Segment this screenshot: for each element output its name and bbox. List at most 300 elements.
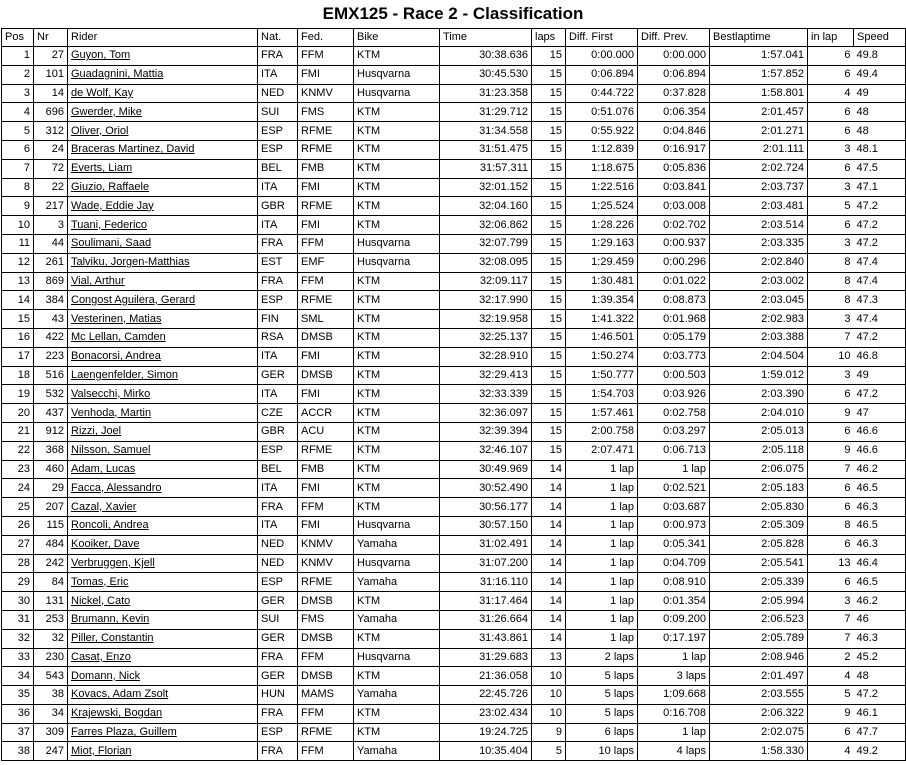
- cell-in-lap: 3: [808, 310, 854, 329]
- cell-nat: ITA: [258, 479, 298, 498]
- rider-link[interactable]: Domann, Nick: [71, 669, 141, 682]
- rider-link[interactable]: Congost Aguilera, Gerard: [71, 293, 196, 306]
- cell-fed: FMI: [298, 479, 354, 498]
- cell-bike: KTM: [354, 723, 440, 742]
- cell-pos: 10: [2, 216, 34, 235]
- cell-nat: RSA: [258, 328, 298, 347]
- cell-rider: [68, 272, 258, 291]
- cell-laps: 14: [532, 554, 566, 573]
- cell-in-lap: 8: [808, 516, 854, 535]
- cell-laps: 15: [532, 65, 566, 84]
- rider-link[interactable]: Kovacs, Adam Zsolt: [71, 688, 169, 701]
- rider-link[interactable]: Cazal, Xavier: [71, 500, 137, 513]
- cell-nr: 422: [34, 328, 68, 347]
- cell-nat: ITA: [258, 178, 298, 197]
- cell-in-lap: 3: [808, 592, 854, 611]
- cell-pos: 13: [2, 272, 34, 291]
- table-row: [2, 648, 906, 667]
- cell-diff-first: 1:25.524: [566, 197, 638, 216]
- cell-nat: FRA: [258, 272, 298, 291]
- cell-diff-first: 5 laps: [566, 686, 638, 705]
- cell-speed: 47.2: [854, 197, 906, 216]
- cell-bike: KTM: [354, 272, 440, 291]
- cell-in-lap: 6: [808, 723, 854, 742]
- cell-diff-first: 0:51.076: [566, 103, 638, 122]
- cell-time: 30:57.150: [440, 516, 532, 535]
- cell-bike: KTM: [354, 404, 440, 423]
- cell-bestlaptime: 2:03.390: [710, 385, 808, 404]
- cell-bestlaptime: 1:57.041: [710, 47, 808, 66]
- cell-diff-prev: 1 lap: [638, 460, 710, 479]
- table-row: [2, 197, 906, 216]
- cell-nr: 261: [34, 253, 68, 272]
- rider-link[interactable]: Guadagnini, Mattia: [71, 68, 164, 81]
- cell-diff-prev: 0:02.758: [638, 404, 710, 423]
- cell-diff-prev: 4 laps: [638, 742, 710, 761]
- cell-pos: 7: [2, 159, 34, 178]
- cell-rider: [68, 704, 258, 723]
- cell-diff-first: 1:41.322: [566, 310, 638, 329]
- table-row: [2, 422, 906, 441]
- cell-speed: 48: [854, 667, 906, 686]
- cell-diff-first: 1:28.226: [566, 216, 638, 235]
- cell-diff-first: 1:57.461: [566, 404, 638, 423]
- cell-nat: ITA: [258, 347, 298, 366]
- cell-in-lap: 6: [808, 535, 854, 554]
- cell-diff-first: 1:39.354: [566, 291, 638, 310]
- cell-laps: 15: [532, 197, 566, 216]
- cell-bestlaptime: 2:03.481: [710, 197, 808, 216]
- rider-link[interactable]: Vial, Arthur: [71, 274, 125, 287]
- table-row: [2, 84, 906, 103]
- cell-in-lap: 3: [808, 140, 854, 159]
- cell-speed: 46.6: [854, 422, 906, 441]
- cell-bestlaptime: 2:06.075: [710, 460, 808, 479]
- cell-diff-prev: 0:01.968: [638, 310, 710, 329]
- cell-laps: 15: [532, 404, 566, 423]
- rider-link[interactable]: Facca, Alessandro: [71, 481, 162, 494]
- cell-rider: [68, 686, 258, 705]
- cell-pos: 31: [2, 610, 34, 629]
- cell-diff-first: 1:50.274: [566, 347, 638, 366]
- cell-laps: 15: [532, 84, 566, 103]
- cell-nat: GER: [258, 592, 298, 611]
- rider-link[interactable]: Adam, Lucas: [71, 462, 136, 475]
- cell-nr: 437: [34, 404, 68, 423]
- cell-fed: RFME: [298, 140, 354, 159]
- cell-speed: 46.2: [854, 460, 906, 479]
- cell-diff-first: 1:22.516: [566, 178, 638, 197]
- cell-diff-first: 2:00.758: [566, 422, 638, 441]
- cell-laps: 9: [532, 723, 566, 742]
- cell-diff-first: 5 laps: [566, 704, 638, 723]
- cell-time: 31:23.358: [440, 84, 532, 103]
- cell-fed: FFM: [298, 498, 354, 517]
- table-row: [2, 479, 906, 498]
- cell-bestlaptime: 2:06.523: [710, 610, 808, 629]
- rider-link[interactable]: Brumann, Kevin: [71, 613, 150, 626]
- cell-nat: ESP: [258, 291, 298, 310]
- rider-link[interactable]: Farres Plaza, Guillem: [71, 726, 177, 739]
- cell-bestlaptime: 2:03.045: [710, 291, 808, 310]
- cell-laps: 15: [532, 122, 566, 141]
- rider-link[interactable]: Braceras Martinez, David: [71, 143, 195, 156]
- cell-nr: 24: [34, 140, 68, 159]
- cell-nat: FRA: [258, 704, 298, 723]
- rider-link[interactable]: Venhoda, Martin: [71, 406, 152, 419]
- cell-rider: [68, 253, 258, 272]
- rider-link[interactable]: Krajewski, Bogdan: [71, 707, 163, 720]
- cell-bestlaptime: 1:58.801: [710, 84, 808, 103]
- cell-bike: KTM: [354, 328, 440, 347]
- cell-nat: FIN: [258, 310, 298, 329]
- page-title: EMX125 - Race 2 - Classification: [322, 4, 584, 23]
- cell-rider: [68, 723, 258, 742]
- col-header-pos: Pos: [2, 29, 34, 47]
- table-row: [2, 610, 906, 629]
- cell-pos: 32: [2, 629, 34, 648]
- cell-pos: 9: [2, 197, 34, 216]
- cell-diff-first: 1 lap: [566, 573, 638, 592]
- cell-diff-first: 1:50.777: [566, 366, 638, 385]
- cell-diff-prev: 0:04.846: [638, 122, 710, 141]
- cell-diff-prev: 0:17.197: [638, 629, 710, 648]
- cell-time: 31:51.475: [440, 140, 532, 159]
- cell-bike: KTM: [354, 291, 440, 310]
- rider-link[interactable]: Tomas, Eric: [71, 575, 129, 588]
- cell-bike: KTM: [354, 385, 440, 404]
- cell-pos: 37: [2, 723, 34, 742]
- cell-speed: 47.4: [854, 272, 906, 291]
- cell-bestlaptime: 2:03.388: [710, 328, 808, 347]
- cell-fed: FMB: [298, 460, 354, 479]
- rider-link[interactable]: Guyon, Tom: [71, 49, 131, 62]
- cell-bestlaptime: 2:02.840: [710, 253, 808, 272]
- cell-laps: 14: [532, 535, 566, 554]
- cell-bike: KTM: [354, 592, 440, 611]
- cell-pos: 36: [2, 704, 34, 723]
- cell-nr: 34: [34, 704, 68, 723]
- cell-laps: 15: [532, 328, 566, 347]
- cell-bike: KTM: [354, 103, 440, 122]
- cell-pos: 28: [2, 554, 34, 573]
- cell-nr: 384: [34, 291, 68, 310]
- cell-rider: [68, 554, 258, 573]
- classification-table: [1, 28, 906, 761]
- table-row: [2, 742, 906, 761]
- rider-link[interactable]: Mc Lellan, Camden: [71, 331, 166, 344]
- cell-fed: FFM: [298, 742, 354, 761]
- cell-time: 31:07.200: [440, 554, 532, 573]
- cell-diff-prev: 0:05.341: [638, 535, 710, 554]
- cell-fed: FMI: [298, 65, 354, 84]
- rider-link[interactable]: Vesterinen, Matias: [71, 312, 162, 325]
- cell-time: 32:36.097: [440, 404, 532, 423]
- cell-diff-prev: 0:00.296: [638, 253, 710, 272]
- rider-link[interactable]: Soulimani, Saad: [71, 237, 152, 250]
- cell-laps: 15: [532, 291, 566, 310]
- cell-speed: 46.5: [854, 516, 906, 535]
- cell-pos: 14: [2, 291, 34, 310]
- cell-diff-prev: 0:00.503: [638, 366, 710, 385]
- cell-time: 10:35.404: [440, 742, 532, 761]
- cell-in-lap: 6: [808, 479, 854, 498]
- rider-link[interactable]: Gwerder, Mike: [71, 105, 142, 118]
- cell-diff-first: 1:30.481: [566, 272, 638, 291]
- rider-link[interactable]: Roncoli, Andrea: [71, 519, 149, 532]
- col-header-in-lap: in lap: [808, 29, 854, 47]
- cell-pos: 25: [2, 498, 34, 517]
- cell-fed: KNMV: [298, 535, 354, 554]
- cell-time: 31:43.861: [440, 629, 532, 648]
- cell-nr: 131: [34, 592, 68, 611]
- cell-time: 31:16.110: [440, 573, 532, 592]
- cell-nr: 253: [34, 610, 68, 629]
- cell-nr: 312: [34, 122, 68, 141]
- rider-link[interactable]: Tuani, Federico: [71, 218, 148, 231]
- cell-nat: ITA: [258, 516, 298, 535]
- cell-pos: 8: [2, 178, 34, 197]
- cell-diff-prev: 0:09.200: [638, 610, 710, 629]
- cell-pos: 27: [2, 535, 34, 554]
- cell-rider: [68, 629, 258, 648]
- cell-diff-prev: 0:03.841: [638, 178, 710, 197]
- cell-nr: 247: [34, 742, 68, 761]
- cell-in-lap: 8: [808, 291, 854, 310]
- cell-laps: 15: [532, 178, 566, 197]
- rider-link[interactable]: Rizzi, Joel: [71, 425, 122, 438]
- cell-laps: 5: [532, 742, 566, 761]
- cell-laps: 10: [532, 704, 566, 723]
- cell-bike: KTM: [354, 140, 440, 159]
- cell-bestlaptime: 2:06.322: [710, 704, 808, 723]
- rider-link[interactable]: Everts, Liam: [71, 162, 133, 175]
- rider-link[interactable]: Casat, Enzo: [71, 650, 131, 663]
- cell-nr: 22: [34, 178, 68, 197]
- cell-nat: ESP: [258, 573, 298, 592]
- cell-time: 31:29.683: [440, 648, 532, 667]
- cell-diff-first: 10 laps: [566, 742, 638, 761]
- cell-pos: 2: [2, 65, 34, 84]
- cell-nat: ESP: [258, 723, 298, 742]
- cell-nr: 32: [34, 629, 68, 648]
- cell-pos: 20: [2, 404, 34, 423]
- rider-link[interactable]: Talviku, Jorgen-Matthias: [71, 256, 190, 269]
- table-row: [2, 65, 906, 84]
- cell-time: 32:06.862: [440, 216, 532, 235]
- cell-bestlaptime: 2:01.111: [710, 140, 808, 159]
- cell-bike: KTM: [354, 216, 440, 235]
- cell-diff-prev: 0:37.828: [638, 84, 710, 103]
- cell-bike: KTM: [354, 197, 440, 216]
- cell-nr: 84: [34, 573, 68, 592]
- cell-laps: 15: [532, 422, 566, 441]
- cell-rider: [68, 310, 258, 329]
- cell-in-lap: 7: [808, 460, 854, 479]
- cell-nr: 27: [34, 47, 68, 66]
- cell-bike: KTM: [354, 122, 440, 141]
- cell-fed: EMF: [298, 253, 354, 272]
- cell-in-lap: 6: [808, 573, 854, 592]
- table-row: [2, 103, 906, 122]
- cell-time: 30:56.177: [440, 498, 532, 517]
- table-row: [2, 159, 906, 178]
- cell-in-lap: 7: [808, 610, 854, 629]
- table-row: [2, 535, 906, 554]
- cell-laps: 14: [532, 498, 566, 517]
- cell-diff-prev: 0:01.354: [638, 592, 710, 611]
- col-header-bestlaptime: Bestlaptime: [710, 29, 808, 47]
- cell-nr: 460: [34, 460, 68, 479]
- cell-bike: KTM: [354, 47, 440, 66]
- cell-time: 32:39.394: [440, 422, 532, 441]
- rider-link[interactable]: Nilsson, Samuel: [71, 444, 151, 457]
- cell-bestlaptime: 2:05.789: [710, 629, 808, 648]
- cell-nat: GER: [258, 366, 298, 385]
- cell-bestlaptime: 2:01.457: [710, 103, 808, 122]
- cell-nat: FRA: [258, 648, 298, 667]
- rider-link[interactable]: de Wolf, Kay: [71, 86, 134, 99]
- cell-rider: [68, 140, 258, 159]
- cell-bestlaptime: 2:02.075: [710, 723, 808, 742]
- cell-bike: Husqvarna: [354, 516, 440, 535]
- cell-bike: KTM: [354, 159, 440, 178]
- cell-pos: 26: [2, 516, 34, 535]
- cell-bestlaptime: 2:04.504: [710, 347, 808, 366]
- cell-speed: 46.8: [854, 347, 906, 366]
- cell-nat: GER: [258, 667, 298, 686]
- cell-in-lap: 3: [808, 178, 854, 197]
- cell-time: 32:28.910: [440, 347, 532, 366]
- table-row: [2, 592, 906, 611]
- cell-fed: DMSB: [298, 366, 354, 385]
- cell-nr: 72: [34, 159, 68, 178]
- table-row: [2, 441, 906, 460]
- rider-link[interactable]: Oliver, Oriol: [71, 124, 129, 137]
- cell-speed: 47.2: [854, 385, 906, 404]
- table-row: [2, 272, 906, 291]
- cell-nr: 44: [34, 234, 68, 253]
- cell-fed: KNMV: [298, 84, 354, 103]
- cell-pos: 38: [2, 742, 34, 761]
- table-row: [2, 686, 906, 705]
- rider-link[interactable]: Nickel, Cato: [71, 594, 131, 607]
- rider-link[interactable]: Miot, Florian: [71, 744, 132, 757]
- cell-pos: 30: [2, 592, 34, 611]
- cell-time: 32:25.137: [440, 328, 532, 347]
- cell-nat: HUN: [258, 686, 298, 705]
- rider-link[interactable]: Kooiker, Dave: [71, 538, 140, 551]
- cell-rider: [68, 178, 258, 197]
- cell-nr: 869: [34, 272, 68, 291]
- cell-fed: RFME: [298, 122, 354, 141]
- cell-nr: 223: [34, 347, 68, 366]
- table-row: [2, 516, 906, 535]
- cell-diff-first: 1 lap: [566, 498, 638, 517]
- cell-speed: 46: [854, 610, 906, 629]
- rider-link[interactable]: Verbruggen, Kjell: [71, 556, 155, 569]
- cell-in-lap: 7: [808, 629, 854, 648]
- cell-pos: 35: [2, 686, 34, 705]
- cell-bestlaptime: 2:03.514: [710, 216, 808, 235]
- cell-laps: 14: [532, 629, 566, 648]
- cell-speed: 47.5: [854, 159, 906, 178]
- cell-rider: [68, 441, 258, 460]
- cell-bike: KTM: [354, 460, 440, 479]
- cell-nat: ITA: [258, 65, 298, 84]
- cell-time: 21:36.058: [440, 667, 532, 686]
- cell-speed: 49.4: [854, 65, 906, 84]
- cell-nr: 115: [34, 516, 68, 535]
- cell-bestlaptime: 2:03.335: [710, 234, 808, 253]
- cell-in-lap: 5: [808, 197, 854, 216]
- cell-in-lap: 9: [808, 704, 854, 723]
- cell-diff-first: 1 lap: [566, 554, 638, 573]
- cell-bestlaptime: 2:05.994: [710, 592, 808, 611]
- rider-link[interactable]: Wade, Eddie Jay: [71, 199, 154, 212]
- cell-speed: 46.5: [854, 479, 906, 498]
- cell-fed: FMS: [298, 103, 354, 122]
- cell-diff-first: 1:29.459: [566, 253, 638, 272]
- rider-link[interactable]: Giuzio, Raffaele: [71, 180, 150, 193]
- cell-bike: KTM: [354, 479, 440, 498]
- table-row: [2, 723, 906, 742]
- cell-fed: RFME: [298, 723, 354, 742]
- cell-rider: [68, 404, 258, 423]
- table-row: [2, 498, 906, 517]
- cell-diff-first: 0:00.000: [566, 47, 638, 66]
- cell-time: 32:17.990: [440, 291, 532, 310]
- rider-link[interactable]: Bonacorsi, Andrea: [71, 350, 161, 363]
- cell-fed: FFM: [298, 704, 354, 723]
- rider-link[interactable]: Valsecchi, Mirko: [71, 387, 151, 400]
- cell-speed: 48.1: [854, 140, 906, 159]
- cell-fed: DMSB: [298, 592, 354, 611]
- cell-speed: 46.4: [854, 554, 906, 573]
- cell-laps: 15: [532, 347, 566, 366]
- col-header-nr: Nr: [34, 29, 68, 47]
- cell-rider: [68, 122, 258, 141]
- cell-laps: 15: [532, 216, 566, 235]
- cell-pos: 22: [2, 441, 34, 460]
- cell-rider: [68, 648, 258, 667]
- cell-bestlaptime: 2:05.013: [710, 422, 808, 441]
- cell-in-lap: 6: [808, 498, 854, 517]
- table-row: [2, 122, 906, 141]
- header-row: [2, 29, 906, 47]
- cell-nr: 38: [34, 686, 68, 705]
- cell-speed: 46.3: [854, 535, 906, 554]
- cell-bestlaptime: 2:03.737: [710, 178, 808, 197]
- rider-link[interactable]: Piller, Constantin: [71, 632, 154, 645]
- cell-pos: 5: [2, 122, 34, 141]
- cell-in-lap: 4: [808, 742, 854, 761]
- cell-bike: Husqvarna: [354, 253, 440, 272]
- cell-in-lap: 6: [808, 103, 854, 122]
- cell-pos: 11: [2, 234, 34, 253]
- cell-nr: 484: [34, 535, 68, 554]
- cell-nr: 101: [34, 65, 68, 84]
- cell-in-lap: 7: [808, 328, 854, 347]
- cell-fed: FMI: [298, 216, 354, 235]
- cell-speed: 47.2: [854, 328, 906, 347]
- cell-rider: [68, 159, 258, 178]
- cell-time: 32:04.160: [440, 197, 532, 216]
- rider-link[interactable]: Laengenfelder, Simon: [71, 368, 179, 381]
- cell-laps: 15: [532, 234, 566, 253]
- cell-in-lap: 6: [808, 422, 854, 441]
- cell-speed: 46.6: [854, 441, 906, 460]
